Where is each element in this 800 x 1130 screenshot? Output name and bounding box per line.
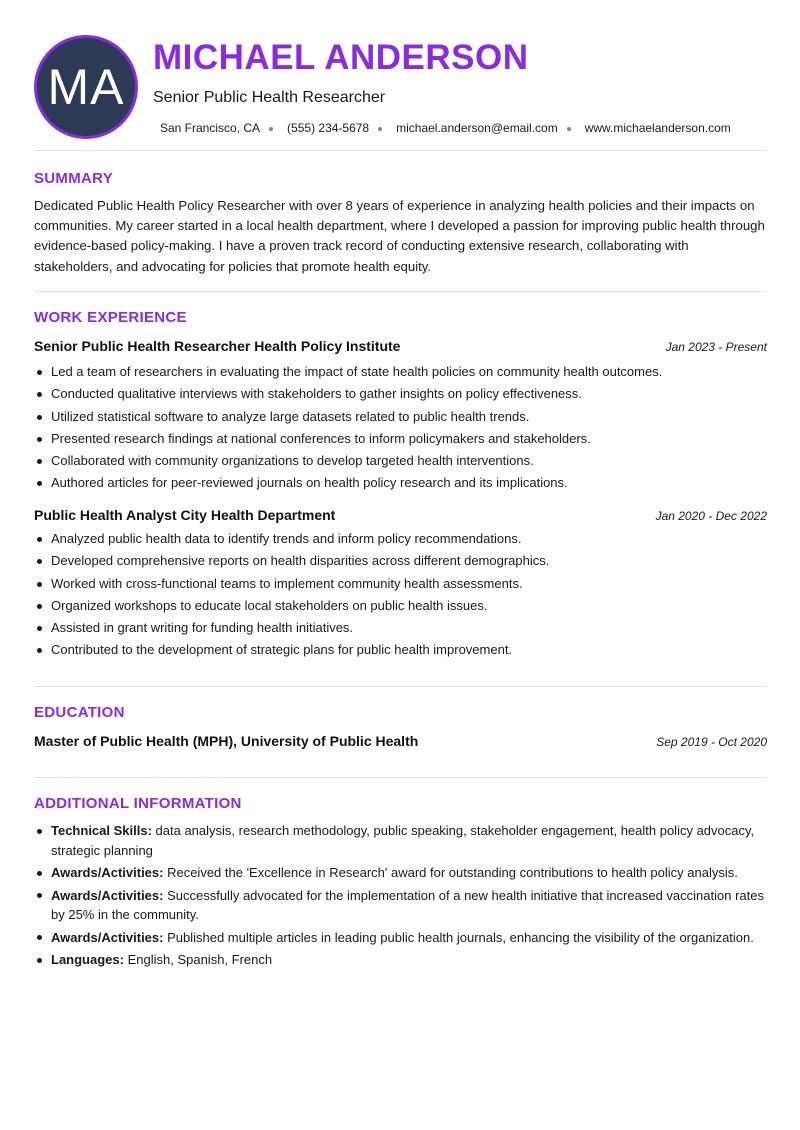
list-item [34,950,769,970]
list-item [34,928,769,948]
item-label: Technical Skills: [51,823,152,838]
contact-phone: (555) 234-5678 [287,121,370,135]
job-date: Jan 2020 - Dec 2022 [655,509,767,523]
list-item: Collaborated with community organizations to develop targeted health interventions. [34,450,769,472]
list-item: Worked with cross-functional teams to implement community health assessments. [34,573,769,595]
additional-info-heading: ADDITIONAL INFORMATION [34,795,242,812]
list-item: Organized workshops to educate local stakeholders on public health issues. [34,595,769,617]
contact-website[interactable]: www.michaelanderson.com [584,121,731,135]
job-bullets [34,528,769,662]
item-text: Published multiple articles in leading public health journals, enhancing the visibility of the organization. [163,929,754,945]
item-label: Awards/Activities: [51,865,164,880]
contact-line [160,120,731,136]
education-heading: EDUCATION [34,704,125,721]
job-bullets [34,361,769,495]
list-item: Led a team of researchers in evaluating the impact of state health policies on community health outcomes. [34,361,769,383]
list-item: Contributed to the development of strategic plans for public health improvement. [34,639,769,661]
list-item: Presented research findings at national conferences to inform policymakers and stakeholders. [34,428,769,450]
list-item [34,821,769,860]
list-item [34,886,769,925]
item-label: Awards/Activities: [51,887,164,903]
separator-dot-icon [378,127,382,131]
list-item: Authored articles for peer-reviewed journals on health policy research and its implications. [34,472,769,494]
contact-email[interactable]: michael.anderson@email.com [396,121,558,135]
contact-location: San Francisco, CA [160,121,261,135]
separator-dot-icon [269,127,273,131]
list-item: Developed comprehensive reports on health disparities across different demographics. [34,550,769,572]
job-title: Senior Public Health Researcher [153,89,386,106]
job-date: Jan 2023 - Present [665,340,767,354]
item-label: Awards/Activities: [51,929,164,945]
job-role: Senior Public Health Researcher Health Policy Institute [34,338,401,354]
item-text: Successfully advocated for the implementation of a new health initiative that increased vaccination rates by 25% in the community. [51,887,764,922]
job-role: Public Health Analyst City Health Department [34,507,336,523]
list-item: Analyzed public health data to identify trends and inform policy recommendations. [34,528,769,550]
education-date: Sep 2019 - Oct 2020 [656,735,767,749]
divider [34,686,767,687]
list-item: Utilized statistical software to analyze large datasets related to public health trends. [34,406,769,428]
divider [34,777,767,778]
divider [34,150,767,151]
item-text: English, Spanish, French [123,952,273,967]
summary-heading: SUMMARY [34,170,114,187]
job-header [34,338,767,354]
additional-info-list [34,821,769,973]
education-entry [34,733,767,749]
list-item [34,863,769,883]
separator-dot-icon [567,127,571,131]
avatar: MA [34,35,138,139]
list-item: Conducted qualitative interviews with stakeholders to gather insights on policy effectiveness. [34,383,769,405]
list-item: Assisted in grant writing for funding health initiatives. [34,617,769,639]
divider [34,291,767,292]
work-experience-heading: WORK EXPERIENCE [34,309,187,326]
item-label: Languages: [51,952,124,967]
candidate-name: MICHAEL ANDERSON [153,38,529,77]
job-header [34,507,767,523]
degree: Master of Public Health (MPH), University of Public Health [34,733,419,749]
summary-text: Dedicated Public Health Policy Researcher with over 8 years of experience in analyzing health policies and their impacts on communities. My career started in a local health department, where I developed a passion for improving public health through evidence-based policy-making. I have a proven track record of conducting extensive research, collaborating with stakeholders, and advocating for policies that promote health equity. [34,198,765,274]
item-text: data analysis, research methodology, public speaking, stakeholder engagement, health policy advocacy, strategic planning [51,823,755,858]
item-text: Received the 'Excellence in Research' award for outstanding contributions to health policy analysis. [163,865,738,880]
